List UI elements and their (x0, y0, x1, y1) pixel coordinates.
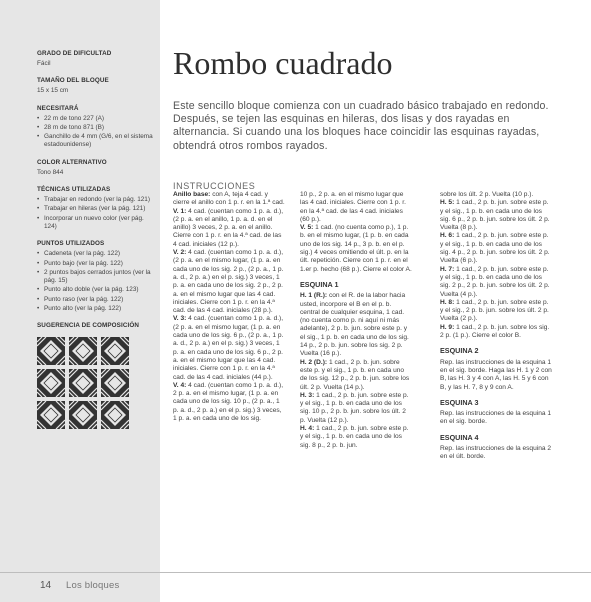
instruction-paragraph (440, 445, 552, 462)
stitches-list (37, 250, 155, 313)
list-item: • 2 puntos bajos cerrados juntos (ver la pág. 15) (37, 269, 155, 286)
instruction-text: 1 cad., 2 p. b. jun. sobre este p. y el sig., 1 p. b. en cada uno de los sig. 6 p., 2 p. b. jun. sobre los últ. 2 p. Vuelta (8 p.). (440, 199, 550, 232)
instruction-paragraph (173, 315, 285, 381)
instruction-paragraph (440, 199, 552, 232)
instruction-paragraph (300, 191, 412, 224)
composition-tile (69, 369, 97, 397)
section-subheading: ESQUINA 1 (300, 279, 339, 289)
instruction-label: H. 4: (300, 425, 315, 433)
difficulty-value: Fácil (37, 60, 51, 67)
alt-color-heading: COLOR ALTERNATIVO (37, 158, 107, 166)
suggestion-section (37, 322, 155, 429)
suggestion-heading: SUGERENCIA DE COMPOSICIÓN (37, 322, 139, 330)
instruction-text: 1 cad., 2 p. b. jun. sobre este p. y el sig., 1 p. b. en cada uno de los sig. 2 p., 2 p. b. jun. sobre los últ. 2 p. Vuelta (4 p.). (440, 265, 550, 298)
needs-section (37, 105, 155, 150)
alt-color-value: Tono 844 (37, 168, 64, 176)
instruction-paragraph (440, 359, 552, 392)
list-item: • Punto alto (ver la pág. 122) (37, 305, 155, 313)
instructions-heading: INSTRUCCIONES (173, 181, 256, 191)
instruction-paragraph (173, 249, 285, 315)
composition-tile (37, 337, 65, 365)
instruction-text: 1 cad., 2 p. b. jun. sobre este p. y el sig., 2 p. b. jun. sobre los últ. 2 p. Vuelta (2 p.). (440, 298, 549, 323)
size-section (37, 77, 155, 95)
footer-divider (0, 572, 591, 573)
instruction-text: 1 cad., 2 p. b. jun. sobre los sig. 2 p. (1 p.). Cierre el color B. (440, 323, 550, 340)
list-item: • Cadeneta (ver la pág. 122) (37, 250, 155, 258)
instruction-text: Rep. las instrucciones de la esquina 1 en el sig. borde. Haga las H. 1 y 2 con B, las H. 3 y 4 con A, las H. 5 y 6 con B, y las H. 7, 8 y 9 con A. (440, 358, 552, 391)
composition-tile (101, 369, 129, 397)
instruction-paragraph (440, 266, 552, 299)
intro-paragraph: Este sencillo bloque comienza con un cuadrado básico trabajado en redondo. Después, se tejen las esquinas en hileras, dos lisas y dos rayadas en alternancia. Si cuando una los bloques hace coincidir las esquinas rayadas, obtendrá otros rombos rayados. (173, 100, 549, 152)
instruction-paragraph (300, 359, 412, 392)
instruction-text: Rep. las instrucciones de la esquina 1 en el sig. borde. (440, 410, 552, 426)
instruction-text: 1 cad., 2 p. b. jun. sobre este p. y el sig., 1 p. b. en cada uno de los sig. 8 p., 2 p. b. jun. (300, 425, 409, 449)
instruction-label: H. 7: (440, 265, 455, 273)
composition-tile (69, 401, 97, 429)
instruction-label: V. 1: (173, 207, 187, 215)
instruction-text: con el R. de la labor hacia usted, incorpore el B en el p. b. central de cualquier esquina, 1 cad. (no cuenta como p. ni aquí ni más adelante), 2 p. b. jun. sobre este p. y el sig., 1 p. b. en cada uno de los sig. 14 p., 2 p. b. jun. sobre los sig. 2 p. Vuelta (16 p.). (300, 292, 409, 358)
list-item: • 22 m de tono 227 (A) (37, 115, 155, 123)
instruction-text: 4 cad. (cuentan como 1 p. a. d.), 2 p. a. en el mismo lugar, (1 p. a. en cada uno de los sig. 10 p., (2 p. a., 1 p. a. d., 2 p. a.) en el p. sig.) 3 veces, 1 p. a. en cada uno de los sig. (173, 381, 284, 423)
page-title: Rombo cuadrado (173, 45, 393, 81)
instruction-text: 4 cad. (cuentan como 1 p. a. d.), (2 p. a. en el mismo lugar, (1 p. a. en cada uno de los sig. 6 p., (2 p. a., 1 p. a. d., 2 p. a.) en el p. sig.) 3 veces, 1 p. a. en cada uno de los sig. 6 p., 2 p. a. en el mismo lugar que las 4 cad. iniciales. Cierre con 1 p. r. en la 4.ª cad. de las 4 cad. iniciales (44 p.). (173, 315, 284, 381)
instruction-label: V. 5: (300, 224, 314, 232)
instruction-paragraph (440, 324, 552, 341)
instruction-text: 4 cad. (cuentan como 1 p. a. d.), (2 p. a. en el anillo, 1 p. a. d. en el anillo) 3 veces, 2 p. a. en el anillo. Cierre con 1 p. r. en la 4.ª cad. de las 4 cad. iniciales (12 p.). (173, 207, 284, 248)
difficulty-section (37, 50, 155, 68)
section-label: Los bloques (66, 580, 120, 591)
composition-tile (69, 337, 97, 365)
instruction-text: 1 cad., 2 p. b. jun. sobre este p. y el sig., 1 p. b. en cada uno de los sig. 4 p., 2 p. b. jun. sobre los últ. 2 p. Vuelta (6 p.). (440, 232, 550, 265)
instruction-label: H. 2 (D.): (300, 358, 328, 366)
list-item: • Punto alto doble (ver la pág. 123) (37, 286, 155, 294)
instructions-column-2 (300, 191, 412, 450)
section-subheading: ESQUINA 4 (440, 432, 479, 442)
composition-tile (37, 369, 65, 397)
list-item: • Trabajar en hileras (ver la pág. 121) (37, 205, 155, 213)
difficulty-heading: GRADO DE DIFICULTAD (37, 50, 112, 57)
composition-tile (101, 337, 129, 365)
instruction-text: sobre los últ. 2 p. Vuelta (10 p.). (440, 191, 534, 198)
list-item: • Punto raso (ver la pág. 122) (37, 296, 155, 304)
instruction-label: H. 3: (300, 391, 315, 399)
instruction-label: Anillo base: (173, 191, 211, 198)
stitches-heading: PUNTOS UTILIZADOS (37, 240, 105, 248)
instruction-paragraph (300, 292, 412, 358)
techniques-section (37, 186, 155, 231)
section-subheading: ESQUINA 2 (440, 346, 479, 356)
techniques-list (37, 196, 155, 231)
instruction-paragraph (440, 232, 552, 265)
instruction-text: 1 cad., 2 p. b. jun. sobre este p. y el sig., 1 p. b. en cada uno de los sig. 10 p., 2 p. b. jun. sobre los últ. 2 p. Vuelta (12 p.). (300, 391, 409, 424)
instruction-paragraph (173, 191, 285, 208)
list-item: • Punto bajo (ver la pág. 122) (37, 260, 155, 268)
size-value: 15 x 15 cm (37, 87, 69, 95)
sidebar (0, 0, 160, 602)
instruction-text: con A, teja 4 cad. y cierre el anillo con 1 p. r. en la 1.ª cad. (173, 191, 285, 207)
instruction-paragraph (440, 299, 552, 324)
instructions-column-3 (440, 191, 552, 462)
instruction-text: 10 p., 2 p. a. en el mismo lugar que las 4 cad. iniciales. Cierre con 1 p. r. en la 4.ª cad. de las 4 cad. iniciales (60 p.). (300, 191, 406, 223)
instruction-text: 4 cad. (cuentan como 1 p. a. d.), (2 p. a. en el mismo lugar, (1 p. a. en cada uno de los sig. 2 p., (2 p. a., 1 p. a. d., 2 p. a.) en el p. sig.) 3 veces, 1 p. a. en cada uno de los sig. 2 p., 2 p. a. en el mismo lugar que las 4 cad. iniciales. Cierre con 1 p. r. en la 4.ª cad. de las 4 cad. iniciales (28 p.). (173, 249, 284, 315)
instruction-text: 1 cad., 2 p. b. jun. sobre este p. y el sig., 1 p. b. en cada uno de los sig. 12 p., 2 p. b. jun. sobre los últ. 2 p. Vuelta (14 p.). (300, 358, 410, 391)
list-item: • Trabajar en redondo (ver la pág. 121) (37, 196, 155, 204)
alt-color-section (37, 159, 155, 177)
list-item: • Ganchillo de 4 mm (G/6, en el sistema estadounidense) (37, 133, 155, 150)
instruction-paragraph (173, 382, 285, 423)
needs-heading: NECESITARÁ (37, 104, 79, 112)
needs-list (37, 115, 155, 150)
instructions-column-1 (173, 191, 285, 423)
instruction-paragraph (440, 191, 552, 199)
instruction-label: H. 8: (440, 298, 455, 306)
instruction-label: H. 5: (440, 199, 455, 207)
composition-tile (37, 401, 65, 429)
instruction-text: 1 cad. (no cuenta como p.), 1 p. b. en el mismo lugar, (1 p. b. en cada uno de los sig. 14 p., 3 p. b. en el p. sig.) 4 veces omitiendo el últ. p. en la últ. repetición. Cierre con 1 p. r. en el 1.er p. hecho (68 p.). Cierre el color A. (300, 224, 412, 273)
instruction-paragraph (300, 392, 412, 425)
section-subheading: ESQUINA 3 (440, 397, 479, 407)
instruction-label: V. 4: (173, 381, 187, 389)
instruction-label: H. 9: (440, 323, 455, 331)
instruction-paragraph (173, 208, 285, 249)
instruction-label: H. 1 (R.): (300, 292, 328, 300)
instruction-paragraph (300, 224, 412, 274)
size-heading: TAMAÑO DEL BLOQUE (37, 77, 109, 85)
instruction-label: H. 6: (440, 232, 455, 240)
techniques-heading: TÉCNICAS UTILIZADAS (37, 186, 111, 194)
list-item: • Incorporar un nuevo color (ver pág. 124) (37, 215, 155, 232)
page-number: 14 (40, 580, 52, 591)
instruction-text: Rep. las instrucciones de la esquina 2 en el últ. borde. (440, 445, 552, 461)
instruction-label: V. 3: (173, 315, 187, 323)
instruction-paragraph (440, 410, 552, 427)
sidebar-content (37, 50, 155, 429)
instruction-paragraph (300, 425, 412, 450)
instruction-label: V. 2: (173, 249, 187, 257)
stitches-section (37, 240, 155, 313)
composition-tile (101, 401, 129, 429)
composition-grid (37, 337, 155, 429)
list-item: • 28 m de tono 871 (B) (37, 124, 155, 132)
